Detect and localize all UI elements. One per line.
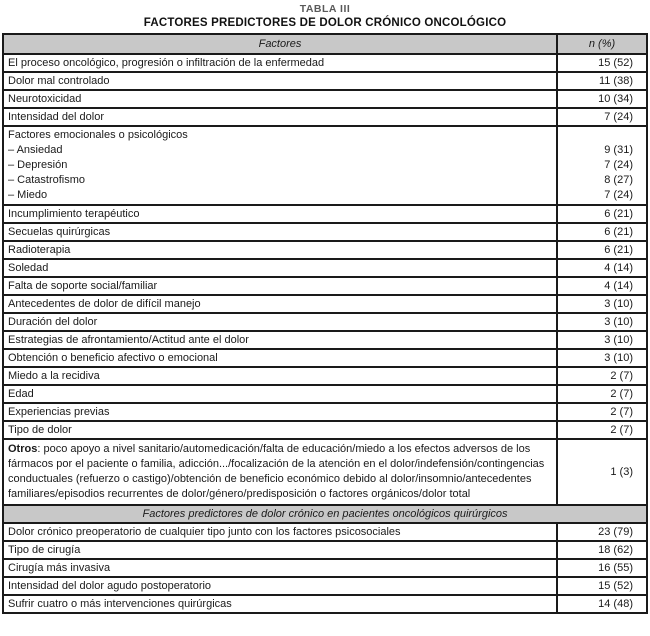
factor-value: 14 (48) [557,595,647,613]
table-row [3,72,647,90]
factor-label: Obtención o beneficio afectivo o emocional [3,349,557,367]
page-title: FACTORES PREDICTORES DE DOLOR CRÓNICO ONCOLÓGICO [143,17,507,29]
table-row [3,577,647,595]
factor-label: Estrategias de afrontamiento/Actitud ante el dolor [3,331,557,349]
factor-label: Intensidad del dolor agudo postoperatorio [3,577,557,595]
table-row [3,223,647,241]
factor-value: 6 (21) [557,205,647,223]
factor-label: Falta de soporte social/familiar [3,277,557,295]
factor-value: 3 (10) [557,331,647,349]
factor-label: Tipo de cirugía [3,541,557,559]
factor-value: 23 (79) [557,523,647,541]
table-row [3,205,647,223]
table-row [3,367,647,385]
group-item: – Miedo [8,189,48,201]
factor-label: Sufrir cuatro o más intervenciones quirúrgicas [3,595,557,613]
table-row [3,385,647,403]
table-row [3,331,647,349]
factor-label: Secuelas quirúrgicas [3,223,557,241]
table-row [3,241,647,259]
factor-label: Dolor mal controlado [3,72,557,90]
factor-label: Tipo de dolor [3,421,557,439]
factor-value: 6 (21) [557,241,647,259]
factors-table [2,33,648,614]
table-row-group [3,126,647,205]
factor-value: 15 (52) [557,577,647,595]
table-number: TABLA III [299,3,351,15]
factor-value: 18 (62) [557,541,647,559]
factor-label: Incumplimiento terapéutico [3,205,557,223]
group-title: Factores emocionales o psicológicos [8,129,188,141]
factor-value: 2 (7) [557,403,647,421]
factor-value: 7 (24) [557,108,647,126]
table-row [3,259,647,277]
factor-value-group: 9 (31) 7 (24) 8 (27) 7 (24) [557,126,647,205]
factor-value: 15 (52) [557,54,647,72]
table-row [3,90,647,108]
factor-value: 11 (38) [557,72,647,90]
group-item: – Depresión [8,159,68,171]
table-row [3,313,647,331]
table-row [3,277,647,295]
table-row [3,523,647,541]
otros-prefix: Otros [8,443,38,455]
factor-value: 6 (21) [557,223,647,241]
factor-label: Dolor crónico preoperatorio de cualquier tipo junto con los factores psicosociales [3,523,557,541]
table-row [3,349,647,367]
table-row [3,295,647,313]
otros-body: : poco apoyo a nivel sanitario/automedicación/falta de educación/miedo a los efectos adversos de los fármacos por el paciente o familia, adicción.../focalización de la atención en el dolor/indefensión/contingencias conductuales (refuerzo o castigo)/obtención de beneficio económico debido al dolor/insomnio/antecedentes familiares/episodios recurrentes de dolor/género/predisposición o factores orgánicos/dolor total [8,443,545,500]
factor-label: Edad [3,385,557,403]
group-item: – Ansiedad [8,144,63,156]
table-row [3,541,647,559]
section-header-row [3,505,647,523]
table-row [3,559,647,577]
factor-value: 3 (10) [557,295,647,313]
factor-label: Intensidad del dolor [3,108,557,126]
table-row-otros [3,439,647,505]
factor-label: Neurotoxicidad [3,90,557,108]
table-row [3,421,647,439]
factor-value: 4 (14) [557,277,647,295]
factor-value: 1 (3) [557,439,647,505]
factor-label: Duración del dolor [3,313,557,331]
section-header: Factores predictores de dolor crónico en pacientes oncológicos quirúrgicos [3,505,647,523]
factor-value: 2 (7) [557,367,647,385]
factor-value: 3 (10) [557,349,647,367]
table-row [3,108,647,126]
column-header-n-pct: n (%) [557,34,647,54]
table-row [3,54,647,72]
factor-label: Miedo a la recidiva [3,367,557,385]
column-header-factors: Factores [3,34,557,54]
group-item: – Catastrofismo [8,174,86,186]
factor-value: 3 (10) [557,313,647,331]
table-header-row [3,34,647,54]
factor-label-group [3,126,557,205]
factor-value: 10 (34) [557,90,647,108]
table-caption [0,0,650,30]
factor-label: El proceso oncológico, progresión o infiltración de la enfermedad [3,54,557,72]
table-row [3,595,647,613]
factor-label: Cirugía más invasiva [3,559,557,577]
factor-value: 2 (7) [557,385,647,403]
factor-label: Antecedentes de dolor de difícil manejo [3,295,557,313]
factor-label-otros [3,439,557,505]
factor-value: 16 (55) [557,559,647,577]
factor-label: Experiencias previas [3,403,557,421]
factor-value: 2 (7) [557,421,647,439]
table-row [3,403,647,421]
factor-value: 4 (14) [557,259,647,277]
factor-label: Soledad [3,259,557,277]
factor-label: Radioterapia [3,241,557,259]
